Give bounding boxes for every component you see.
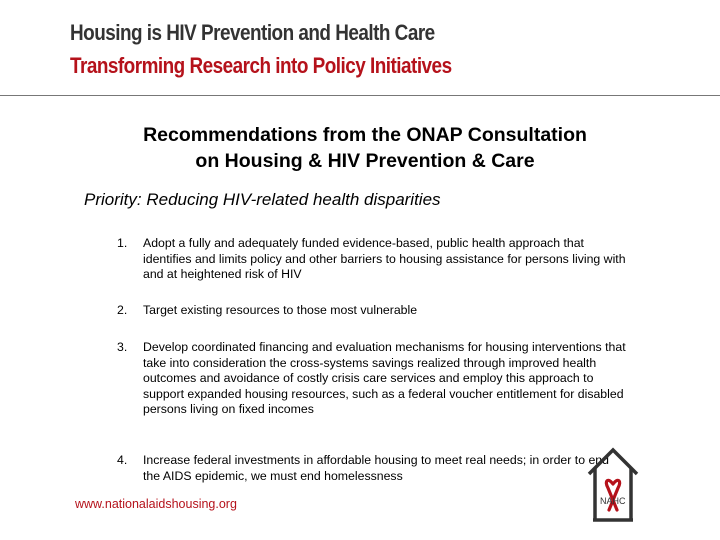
slide-title-line-2: on Housing & HIV Prevention & Care <box>195 150 535 172</box>
footer-website-link[interactable]: www.nationalaidshousing.org <box>75 497 237 511</box>
recommendation-text: Adopt a fully and adequately funded evidence-based, public health approach that identifies and limits policy and other barriers to housing assistance for persons living with and at heightened risk of HIV <box>143 236 626 281</box>
recommendation-text: Increase federal investments in affordable housing to meet real needs; in order to end the AIDS epidemic, we must end homelessness <box>143 453 609 483</box>
slide-title-line-1: Recommendations from the ONAP Consultation <box>143 124 587 146</box>
recommendation-text: Develop coordinated financing and evaluation mechanisms for housing interventions that take into consideration the cross-systems savings realized through improved health outcomes and avoidance of costly crisis care services and employ this approach to support expanded housing resources, such as a federal voucher entitlement for disabled persons living on fixed incomes <box>143 340 626 416</box>
recommendation-text: Target existing resources to those most vulnerable <box>143 303 418 317</box>
recommendation-number: 2. <box>117 303 128 317</box>
logo-letters: NAHC <box>600 496 626 506</box>
nahc-house-logo-icon <box>584 440 642 524</box>
priority-heading: Priority: Reducing HIV-related health disparities <box>84 190 441 209</box>
header-title: Housing is HIV Prevention and Health Care <box>70 20 435 45</box>
header-subtitle: Transforming Research into Policy Initiatives <box>70 53 452 78</box>
recommendation-number: 1. <box>117 236 128 250</box>
recommendation-number: 4. <box>117 453 128 467</box>
recommendation-number: 3. <box>117 340 128 354</box>
